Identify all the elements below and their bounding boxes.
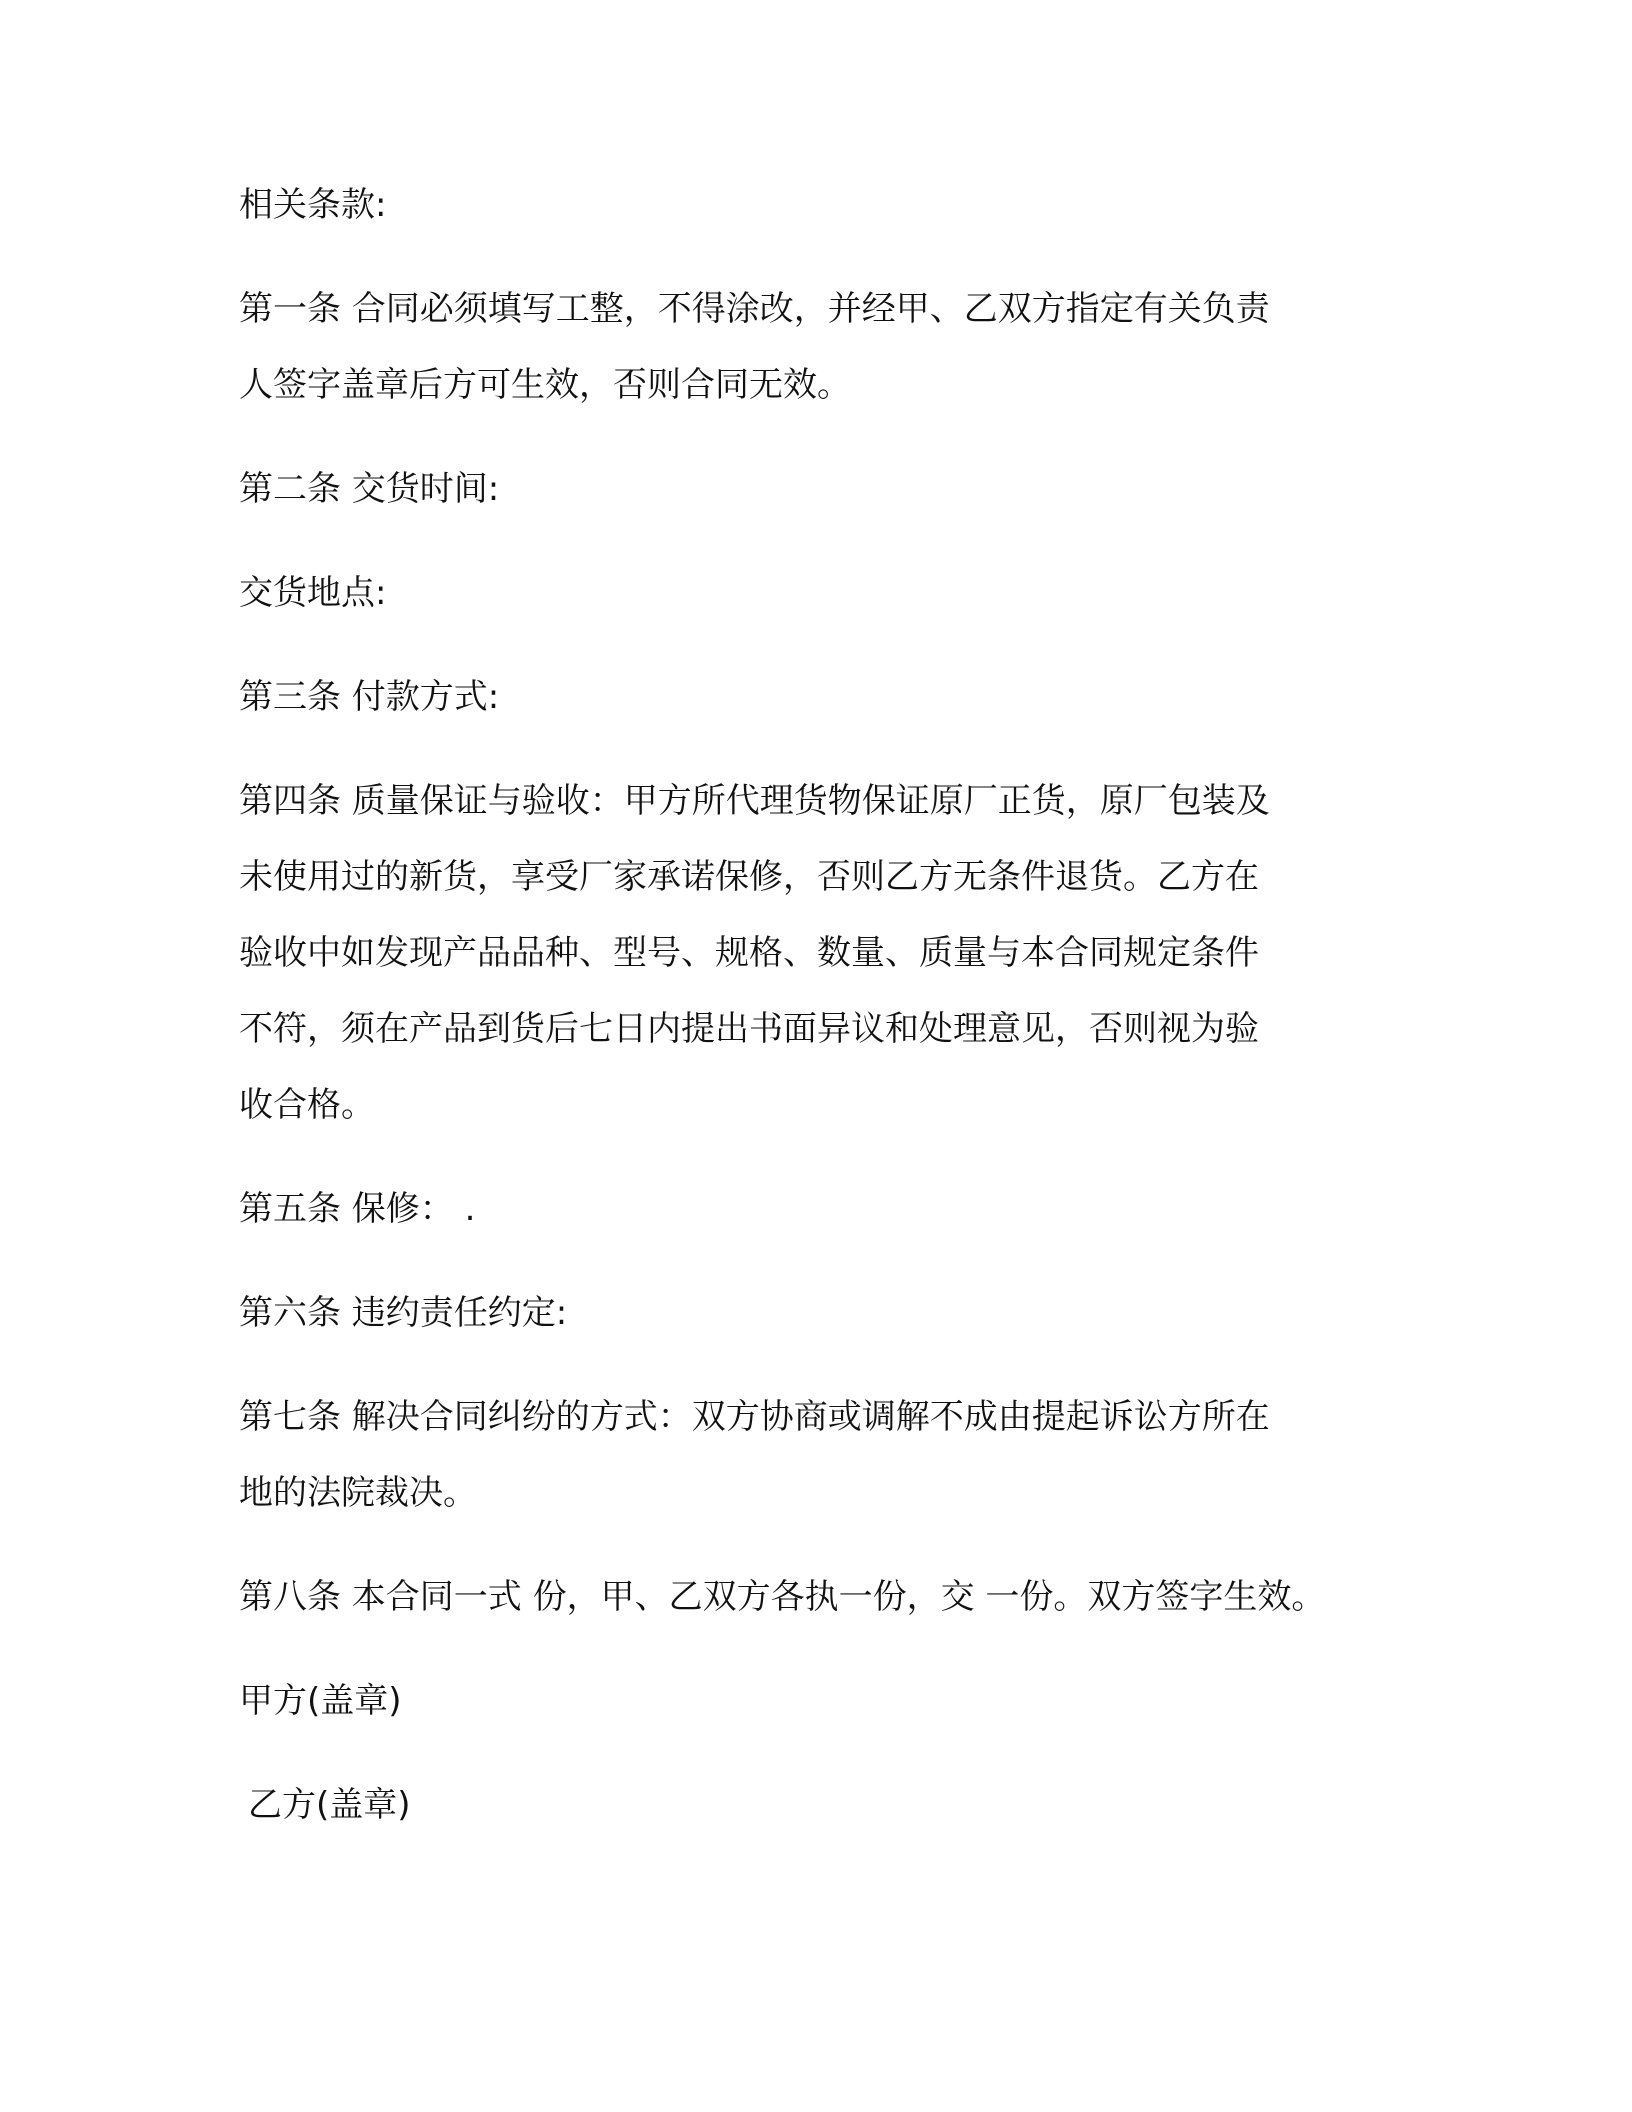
clause-4-line-4: 不符，须在产品到货后七日内提出书面异议和处理意见，否则视为验 — [239, 1009, 1259, 1049]
clause-7-line-1: 第七条 解决合同纠纷的方式：双方协商或调解不成由提起诉讼方所在 — [239, 1397, 1270, 1437]
clause-5-warranty: 第五条 保修： . — [239, 1189, 476, 1229]
party-a-seal: 甲方(盖章) — [239, 1681, 402, 1721]
party-b-seal: 乙方(盖章) — [248, 1785, 411, 1825]
clause-4-line-2: 未使用过的新货，享受厂家承诺保修，否则乙方无条件退货。乙方在 — [239, 857, 1259, 897]
clause-2-delivery-time: 第二条 交货时间: — [239, 469, 500, 509]
clause-4-line-3: 验收中如发现产品品种、型号、规格、数量、质量与本合同规定条件 — [239, 933, 1259, 973]
clause-4-line-5: 收合格。 — [239, 1085, 375, 1125]
clause-4-line-1: 第四条 质量保证与验收：甲方所代理货物保证原厂正货，原厂包装及 — [239, 781, 1270, 821]
contract-terms — [239, 185, 1419, 1825]
clause-8-copies: 第八条 本合同一式 份，甲、乙双方各执一份，交 一份。双方签字生效。 — [239, 1577, 1326, 1617]
clause-1-line-2: 人签字盖章后方可生效，否则合同无效。 — [239, 365, 851, 405]
clause-3-payment: 第三条 付款方式: — [239, 677, 500, 717]
delivery-location: 交货地点: — [239, 573, 387, 613]
terms-heading: 相关条款: — [239, 185, 387, 225]
clause-7-line-2: 地的法院裁决。 — [239, 1473, 477, 1513]
clause-6-breach: 第六条 违约责任约定: — [239, 1293, 568, 1333]
clause-1-line-1: 第一条 合同必须填写工整，不得涂改，并经甲、乙双方指定有关负责 — [239, 289, 1270, 329]
